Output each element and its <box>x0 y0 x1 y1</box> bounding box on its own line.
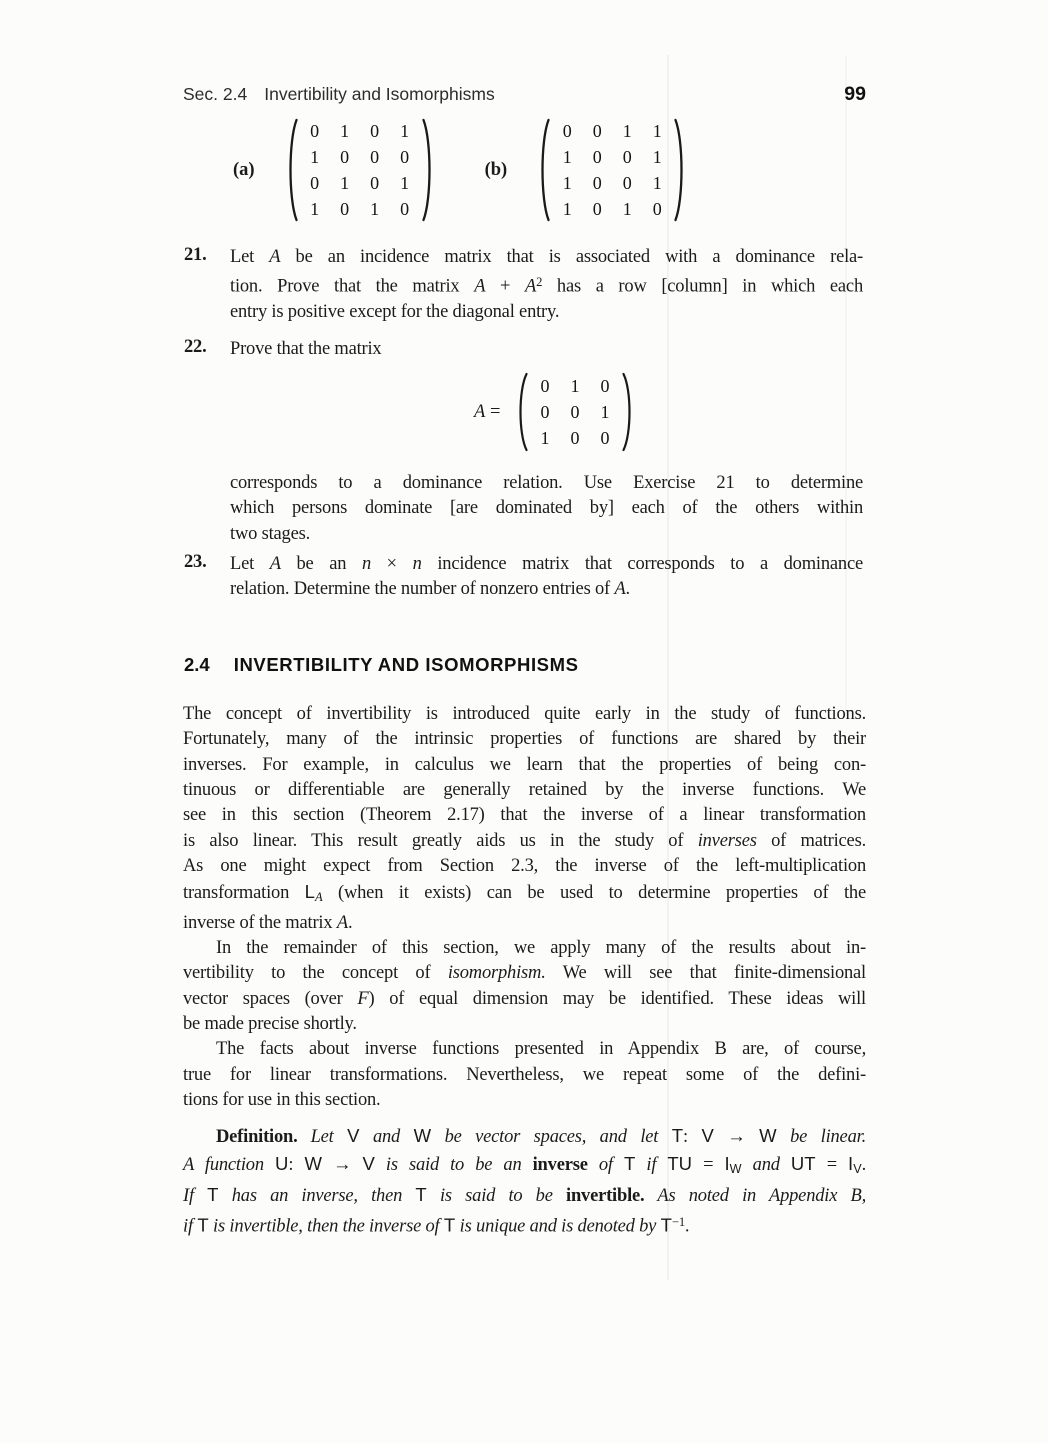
matrix-right-paren-icon <box>674 117 687 223</box>
text-segment: A <box>314 890 323 905</box>
section-number: 2.4 <box>184 654 210 675</box>
matrix-right-paren-icon <box>422 117 435 223</box>
text-segment: incidence matrix that corresponds to a dominance <box>421 554 863 574</box>
text-segment: which persons dominate [are dominated by] each of the others within <box>230 498 863 519</box>
text-segment: . <box>625 579 630 600</box>
text-segment: Prove that the matrix <box>230 339 382 359</box>
matrix-cell: 0 <box>622 173 632 193</box>
running-head-section: Sec. 2.4 <box>183 84 248 104</box>
matrix-cell: 1 <box>652 147 662 167</box>
matrix-cell: 0 <box>592 121 602 141</box>
text-segment: is said to be an <box>374 1154 533 1175</box>
matrix-A-grid <box>530 373 620 451</box>
text-line <box>230 337 863 362</box>
body-text <box>183 702 866 1240</box>
matrix-b-label: (b) <box>484 159 508 180</box>
text-segment: Definition. <box>216 1127 298 1148</box>
matrix-cell: 1 <box>370 199 380 219</box>
text-segment: be vector spaces, and let <box>431 1127 672 1148</box>
text-segment: inverses. For example, in calculus we learn that the properties of being con- <box>183 754 866 775</box>
exercise-22-text <box>230 337 863 362</box>
text-segment: if <box>635 1154 668 1175</box>
text-segment: of matrices. <box>756 830 866 851</box>
text-segment: is also linear. This result greatly aids us in the study of <box>183 830 698 851</box>
text-segment: inverses <box>697 830 757 851</box>
matrix-right-paren-icon <box>622 371 635 453</box>
text-line <box>183 727 866 752</box>
text-segment: V <box>362 1152 375 1174</box>
matrix-cell: 0 <box>400 199 410 219</box>
text-segment: 2 <box>536 275 543 290</box>
text-line <box>183 987 866 1012</box>
text-segment: Fortunately, many of the intrinsic properties of functions are shared by their <box>183 729 866 750</box>
text-segment: = <box>692 1154 725 1175</box>
matrix-cell: 1 <box>622 121 632 141</box>
matrix-cell: 1 <box>600 402 610 422</box>
text-segment: TU <box>667 1152 693 1174</box>
text-line <box>183 961 866 986</box>
text-segment: T <box>623 1152 636 1174</box>
text-segment: V <box>347 1125 360 1147</box>
page-number: 99 <box>844 83 866 105</box>
text-segment: T <box>207 1184 219 1206</box>
text-segment: A <box>614 579 626 600</box>
section-title: INVERTIBILITY AND ISOMORPHISMS <box>233 654 579 675</box>
text-segment: n <box>412 554 422 574</box>
exercise-22-matrix <box>474 371 635 453</box>
text-line <box>183 829 866 854</box>
text-segment: is unique and is denoted by <box>455 1216 661 1237</box>
text-segment: Let <box>310 1127 348 1148</box>
text-segment: The concept of invertibility is introduced quite early in the study of functions. <box>183 704 866 724</box>
text-segment: entry is positive except for the diagonal entry. <box>230 302 560 323</box>
text-segment: + <box>485 276 525 297</box>
matrix-left-paren-icon <box>537 117 550 223</box>
matrix-a <box>285 117 435 223</box>
text-line <box>230 270 863 300</box>
paragraph-1 <box>183 702 866 936</box>
text-segment: see in this section (Theorem 2.17) that the inverse of a linear transformation <box>183 805 866 826</box>
section-heading <box>184 654 579 676</box>
matrix-cell: 0 <box>592 147 602 167</box>
text-line <box>183 1123 866 1150</box>
text-segment: T <box>660 1214 672 1236</box>
text-segment: corresponds to a dominance relation. Use Exercise 21 to determine <box>230 473 863 493</box>
text-segment: has an inverse, then <box>218 1186 416 1207</box>
exercise-21-number: 21. <box>184 245 207 265</box>
matrix-cell: 0 <box>562 121 572 141</box>
matrix-cell: 0 <box>600 376 610 396</box>
matrix-left-paren-icon <box>515 371 528 453</box>
text-line <box>183 1182 866 1209</box>
definition-block <box>183 1123 866 1239</box>
text-segment: and <box>741 1154 791 1175</box>
text-segment: If <box>183 1186 208 1207</box>
text-segment: (when it exists) can be used to determine properties of the <box>322 883 866 904</box>
matrix-cell: 1 <box>540 428 550 448</box>
matrix-cell: 0 <box>370 121 380 141</box>
text-segment: vertibility to the concept of <box>183 963 448 984</box>
text-segment: true for linear transformations. Nevertheless, we repeat some of the defini- <box>183 1064 866 1085</box>
text-segment: is invertible, then the inverse of <box>208 1216 444 1237</box>
text-line <box>183 879 866 910</box>
text-line <box>183 854 866 879</box>
exercise-21 <box>184 245 863 326</box>
matrix-cell: 0 <box>592 173 602 193</box>
matrix-cell: 0 <box>310 121 320 141</box>
text-line <box>183 778 866 803</box>
text-line <box>230 300 863 325</box>
matrix-cell: 0 <box>340 147 350 167</box>
text-segment: : <box>683 1127 702 1148</box>
text-segment: tions for use in this section. <box>183 1090 381 1111</box>
text-segment: transformation <box>183 883 305 904</box>
text-segment: Let <box>230 247 270 267</box>
text-segment: T <box>671 1125 684 1147</box>
text-segment: two stages. <box>230 523 311 544</box>
text-segment: W <box>413 1125 432 1147</box>
text-segment: tinuous or differentiable are generally retained by the inverse functions. We <box>183 779 866 800</box>
matrix-cell: 1 <box>340 121 350 141</box>
text-segment: . <box>861 1154 867 1175</box>
matrix-cell: 1 <box>652 121 662 141</box>
text-line <box>183 702 866 727</box>
text-segment: V <box>701 1125 714 1147</box>
matrix-b-grid <box>552 118 672 222</box>
matrix-cell: 0 <box>400 147 410 167</box>
text-segment: of <box>587 1154 624 1175</box>
text-segment: relation. Determine the number of nonzero entries of <box>230 579 615 600</box>
text-segment: We will see that finite-dimensional <box>545 963 866 984</box>
text-segment: A <box>474 276 486 297</box>
text-segment: The facts about inverse functions presented in Appendix B are, of course, <box>216 1039 866 1060</box>
text-segment: In the remainder of this section, we apply many of the results about in- <box>216 938 866 959</box>
matrix-cell: 1 <box>400 173 410 193</box>
matrix-cell: 1 <box>310 147 320 167</box>
matrix-cell: 1 <box>562 147 572 167</box>
text-segment: isomorphism. <box>447 963 546 984</box>
text-segment: → <box>713 1127 760 1148</box>
text-line <box>183 936 866 961</box>
text-segment: = <box>815 1154 849 1175</box>
text-segment: F <box>357 988 369 1009</box>
matrix-a-label: (a) <box>233 159 255 180</box>
matrix-cell: 1 <box>310 199 320 219</box>
text-segment: I <box>724 1152 730 1174</box>
exercise-23 <box>184 552 863 603</box>
text-segment: A <box>474 401 486 422</box>
text-segment: . <box>684 1216 690 1237</box>
text-segment: As noted in Appendix B, <box>644 1186 867 1207</box>
text-line <box>230 245 863 270</box>
matrix-cell: 0 <box>592 199 602 219</box>
text-segment: n <box>361 554 372 574</box>
text-segment: L <box>304 881 315 903</box>
page-crease-line-right <box>845 55 847 715</box>
text-segment: inverse of the matrix <box>183 912 337 933</box>
running-head <box>183 83 866 106</box>
running-head-left <box>183 84 495 105</box>
text-segment: I <box>848 1152 854 1174</box>
text-segment: be an <box>280 554 362 574</box>
text-segment: : <box>288 1154 305 1175</box>
text-segment: A <box>269 554 281 574</box>
matrix-cell: 0 <box>570 428 580 448</box>
matrix-cell: 1 <box>400 121 410 141</box>
text-segment: A function <box>183 1154 276 1175</box>
text-line <box>230 471 863 496</box>
text-segment: be an incidence matrix that is associated with a dominance rela- <box>280 247 863 267</box>
matrix-cell: 0 <box>570 402 580 422</box>
paragraph-2 <box>183 936 866 1037</box>
text-line <box>183 1151 866 1182</box>
text-segment: is said to be <box>426 1186 566 1207</box>
text-segment: inverse <box>532 1154 588 1175</box>
text-segment: Let <box>230 554 270 574</box>
exercise-22-continuation-text <box>230 471 863 547</box>
text-segment: . <box>347 912 353 933</box>
matrix-equation-lhs <box>474 402 505 423</box>
exercise-22-continuation <box>230 471 863 547</box>
matrix-b-item <box>485 117 688 223</box>
matrix-cell: 1 <box>652 173 662 193</box>
matrix-left-paren-icon <box>285 117 298 223</box>
matrix-cell: 0 <box>622 147 632 167</box>
matrix-cell: 0 <box>370 147 380 167</box>
text-segment: has a row [column] in which each <box>542 276 863 297</box>
text-segment: As one might expect from Section 2.3, the inverse of the left-multiplication <box>183 855 866 876</box>
text-segment: W <box>729 1161 742 1176</box>
text-segment: → <box>321 1154 363 1175</box>
text-segment: UT <box>790 1152 816 1174</box>
exercise-23-text <box>230 552 863 603</box>
running-head-title: Invertibility and Isomorphisms <box>264 84 495 104</box>
matrix-cell: 0 <box>370 173 380 193</box>
matrices-row <box>233 117 687 223</box>
matrix-A <box>515 371 635 453</box>
exercise-22 <box>184 337 863 362</box>
text-segment: T <box>443 1214 456 1236</box>
text-line <box>183 1037 866 1062</box>
text-line <box>183 911 866 936</box>
text-segment: be made precise shortly. <box>183 1014 357 1035</box>
paragraph-3 <box>183 1037 866 1113</box>
text-line <box>183 803 866 828</box>
text-segment: U <box>275 1152 289 1174</box>
text-segment: T <box>197 1214 209 1236</box>
text-segment: ) of equal dimension may be identified. These ideas will <box>368 988 866 1009</box>
exercise-23-number: 23. <box>184 552 207 572</box>
text-segment: tion. Prove that the matrix <box>230 276 475 297</box>
text-segment: W <box>304 1152 322 1174</box>
text-line <box>183 1088 866 1113</box>
matrix-cell: 1 <box>570 376 580 396</box>
text-segment: vector spaces (over <box>183 988 358 1009</box>
text-line <box>183 753 866 778</box>
matrix-cell: 0 <box>540 376 550 396</box>
matrix-cell: 0 <box>310 173 320 193</box>
matrix-cell: 0 <box>540 402 550 422</box>
text-line <box>183 1063 866 1088</box>
matrix-cell: 1 <box>562 173 572 193</box>
matrix-cell: 1 <box>622 199 632 219</box>
matrix-cell: 1 <box>340 173 350 193</box>
text-segment: invertible. <box>566 1186 645 1207</box>
text-line <box>230 522 863 547</box>
matrix-cell: 1 <box>562 199 572 219</box>
text-segment: and <box>359 1127 414 1148</box>
text-line <box>230 496 863 521</box>
matrix-b <box>537 117 687 223</box>
text-segment: A <box>269 247 281 267</box>
text-line <box>230 577 863 602</box>
text-line <box>183 1210 866 1240</box>
matrix-a-item <box>233 117 435 223</box>
exercise-22-number: 22. <box>184 337 207 357</box>
text-segment: A <box>336 912 348 933</box>
text-segment: T <box>415 1184 427 1206</box>
matrix-cell: 0 <box>340 199 350 219</box>
matrix-cell: 0 <box>652 199 662 219</box>
text-segment: = <box>485 401 505 422</box>
text-segment: W <box>759 1125 777 1147</box>
matrix-cell: 0 <box>600 428 610 448</box>
text-segment: if <box>183 1216 198 1237</box>
text-segment: −1 <box>671 1214 685 1229</box>
text-segment: V <box>853 1161 862 1176</box>
text-line <box>183 1012 866 1037</box>
text-segment: be linear. <box>776 1127 866 1148</box>
text-segment: × <box>371 554 413 574</box>
text-segment: A <box>525 276 537 297</box>
exercise-21-text <box>230 245 863 326</box>
text-line <box>230 552 863 577</box>
matrix-a-grid <box>300 118 420 222</box>
